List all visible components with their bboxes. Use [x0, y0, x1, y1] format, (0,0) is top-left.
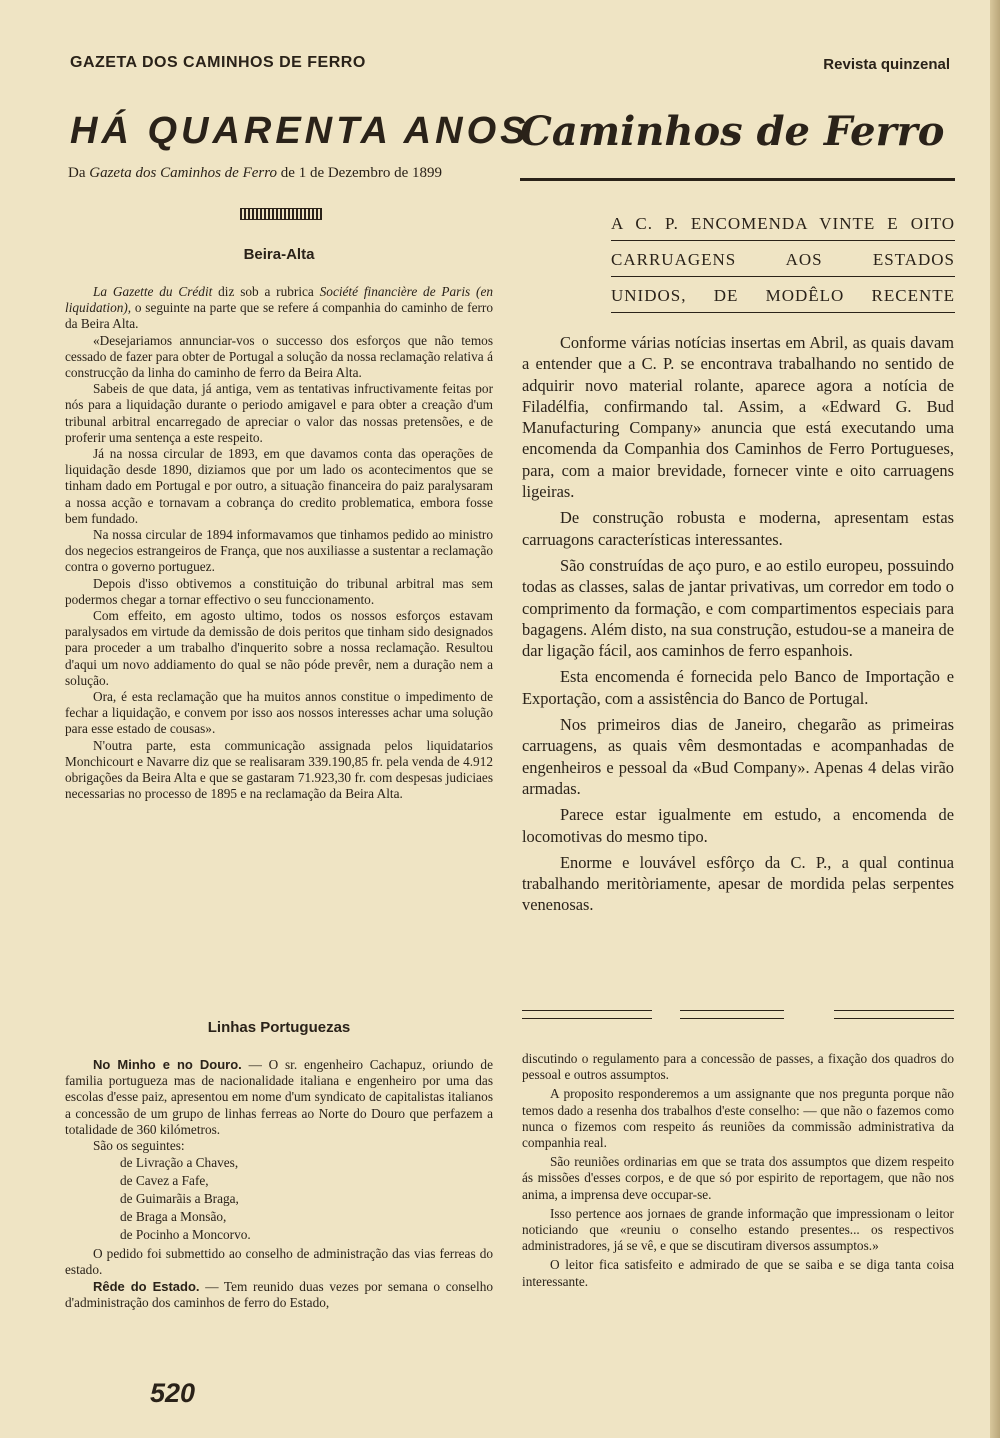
- article-paragraph: São construídas de aço puro, e ao estilo europeu, possuindo todas as classes, salas de jantar privativas, um corredor em todo o comprimento da formação, e com compartimentos especiais para bagagens. Além disto, na sua construção, estudou-se a maneira de dar ligação fácil, aos caminhos de ferro espanhois.: [522, 555, 954, 661]
- section-separator: [522, 1010, 954, 1019]
- list-item: de Pocinho a Moncorvo.: [120, 1227, 251, 1243]
- heading-linhas-portuguezas: Linhas Portuguezas: [207, 1019, 351, 1036]
- separator-segment: [834, 1010, 954, 1019]
- article-paragraph: Ora, é esta reclamação que ha muitos annos constitue o impedimento de fechar a liquidação, e convem por isso aos nossos interesses achar uma solução para esse estado de cousas».: [65, 689, 493, 737]
- separator-segment: [680, 1010, 784, 1019]
- article-paragraph: Na nossa circular de 1894 informavamos que tinhamos pedido ao ministro dos negecios estrangeiros de França, que nos auxiliasse a sustentar a reclamação contra o governo portuguez.: [65, 527, 493, 575]
- article-paragraph: Parece estar igualmente em estudo, a encomenda de locomotivas do mesmo tipo.: [522, 805, 954, 846]
- source-date: de 1 de Dezembro de 1899: [280, 165, 442, 181]
- article-paragraph: Enorme e louvável esfôrço da C. P., a qual continua trabalhando meritòriamente, apesar de mordida pelas serpentes venenosas.: [522, 852, 954, 915]
- rede-paragraph: [65, 1279, 493, 1311]
- article-paragraph: Já na nossa circular de 1893, em que davamos conta das operações de liquidação desde 1890, diziamos que por um lado os acontecimentos que se tinham dado em Portugal e por outro, a situação financeira do paiz paralysaram a nossa acção e tornavam a cobrança do credito problematica, embora fosse bem fundado.: [65, 446, 493, 526]
- headline-line: A C. P. ENCOMENDA VINTE E OITO: [611, 207, 955, 241]
- running-header-frequency: Revista quinzenal: [823, 56, 950, 73]
- intro-mid: diz sob a rubrica: [218, 284, 314, 299]
- decorative-ornament: [240, 208, 322, 220]
- title-underline-rule: [520, 178, 955, 181]
- intro-rubric: Société financière de Paris (en liquidation),: [65, 284, 493, 316]
- article-paragraph: «Desejariamos annunciar-vos o successo dos esforços que não temos cessado de fazer para obter de Portugal a solução da nossa reclamação relativa á construcção da linha do caminho de ferro da Beira Alta.: [65, 332, 493, 381]
- list-item: de Livração a Chaves,: [120, 1155, 239, 1171]
- article-paragraph: N'outra parte, esta communicação assignada pelos liquidatarios Monchicourt e Navarre diz que se realisaram 339.190,85 fr. pela venda de 4.912 obrigações da Beira Alta e que se gastaram 71.923,30 fr. com despesas judiciaes necessarias no processo de 1895 e na reclamação da Beira Alta.: [65, 737, 493, 802]
- cp-headline: [611, 207, 955, 315]
- continuation-paragraph: São reuniões ordinarias em que se trata dos assumptos que dizem respeito ás missões d'esses corpos, e de que só por espirito de reportagem, que não nos anima, a imprensa deve occupar-se.: [522, 1154, 954, 1202]
- article-paragraph: Depois d'isso obtivemos a constituição do tribunal arbitral mas sem podermos chegar a tornar effectivo o seu funccionamento.: [65, 575, 493, 607]
- minho-text: — O sr. engenheiro Cachapuz, oriundo de familia portugueza mas de nacionalidade italiana e engenheiro por uma das escolas d'esse paiz, apresentou em nome d'um syndicato de capitalistas italianos a concessão de um grupo de linhas ferreas ao Norte do Douro que perfazem a totalidade de 360 kilómetros.: [65, 1057, 493, 1137]
- section-title-caminhos-de-ferro: Caminhos de Ferro: [520, 108, 945, 155]
- article-paragraph: De construção robusta e moderna, apresentam estas carruagons características interessantes.: [522, 508, 954, 549]
- continuation-paragraph: discutindo o regulamento para a concessão de passes, a fixação dos quadros do pessoal e outros assumptos.: [522, 1051, 954, 1083]
- minho-lead: No Minho e no Douro.: [93, 1057, 242, 1072]
- list-item: de Guimarãis a Braga,: [120, 1191, 239, 1207]
- source-prefix: Da: [68, 165, 86, 181]
- intro-source-name: La Gazette du Crédit: [93, 284, 213, 299]
- lines-list: [65, 1154, 493, 1244]
- cp-article: [522, 332, 954, 921]
- beira-alta-article: [65, 284, 493, 803]
- source-line: [68, 165, 442, 182]
- source-publication: Gazeta dos Caminhos de Ferro: [89, 165, 278, 181]
- rede-text: — Tem reunido duas vezes por semana o conselho d'administração dos caminhos de ferro do Estado,: [65, 1278, 494, 1310]
- continuation-paragraph: A proposito responderemos a um assignante que nos pregunta porque não temos dado a resenha dos trabalhos d'este conselho: — que não o fazemos como nunca o fizemos com respeito ás reuniões da commissão administrativa da companhia real.: [522, 1086, 954, 1151]
- rede-lead: Rêde do Estado.: [93, 1278, 200, 1294]
- minho-paragraph: [65, 1057, 493, 1138]
- section-title-ha-quarenta-anos: HÁ QUARENTA ANOS: [70, 110, 530, 152]
- heading-beira-alta: Beira-Alta: [243, 246, 315, 263]
- beira-alta-intro: [65, 284, 493, 333]
- continuation-paragraph: Isso pertence aos jornaes de grande informação que impressionam o leitor noticiando que «reuniu o conselho estando presentes... os respectivos administradores, já se vê, e que se discutiram diversos assumptos.»: [522, 1205, 954, 1254]
- article-paragraph: Esta encomenda é fornecida pelo Banco de Importação e Exportação, com a assistência do Banco de Portugal.: [522, 667, 954, 708]
- list-intro: São os seguintes:: [93, 1138, 185, 1154]
- headline-line: CARRUAGENS AOS ESTADOS: [611, 243, 955, 277]
- article-paragraph: Nos primeiros dias de Janeiro, chegarão as primeiras carruagens, as quais vêm desmontadas e acompanhadas de engenheiros e pessoal da «Bud Company». Apenas 4 delas virão armadas.: [522, 715, 954, 798]
- linhas-continuation: [522, 1051, 954, 1293]
- page-number: 520: [150, 1378, 196, 1408]
- headline-line: UNIDOS, DE MODÊLO RECENTE: [611, 279, 955, 313]
- continuation-paragraph: O leitor fica satisfeito e admirado de que se saiba e se diga tanta coisa interessante.: [522, 1257, 954, 1289]
- running-header-title: GAZETA DOS CAMINHOS DE FERRO: [70, 54, 366, 71]
- after-list-paragraph: O pedido foi submettido ao conselho de administração das vias ferreas do estado.: [65, 1246, 493, 1278]
- article-paragraph: Sabeis de que data, já antiga, vem as tentativas infructivamente feitas por nós para a liquidação durante o periodo amigavel e para obter a creação d'um tribunal arbitral encarregado de apreciar o valor das nossas pretensões, e de proferir uma sentença a este respeito.: [65, 381, 493, 445]
- list-item: de Braga a Monsão,: [120, 1209, 227, 1225]
- article-paragraph: Com effeito, em agosto ultimo, todos os nossos esforços estavam paralysados em virtude da demissão de dois peritos que tinham sido designados para proceder a um trabalho d'inquerito sobre a nossa reclamação. Resultou d'aqui um novo addiamento do qual se não póde prevêr, nem a duração nem a solução.: [65, 608, 493, 688]
- article-paragraph: Conforme várias notícias insertas em Abril, as quais davam a entender que a C. P. se encontrava trabalhando no sentido de adquirir novo material rolante, aparece agora a notícia de Filadélfia, confirmando tal. Assim, a «Edward G. Bud Manufacturing Company» anuncia que está executando uma encomenda da Companhia dos Caminhos de Ferro Portugueses, para, com a maior brevidade, fornecer vinte e oito carruagens ligeiras.: [522, 333, 954, 502]
- page-edge-shadow: [990, 0, 1000, 1438]
- separator-segment: [522, 1010, 652, 1019]
- linhas-article: [65, 1057, 493, 1311]
- list-item: de Cavez a Fafe,: [120, 1173, 209, 1189]
- intro-end: o seguinte na parte que se refere á companhia do caminho de ferro da Beira Alta.: [65, 300, 493, 332]
